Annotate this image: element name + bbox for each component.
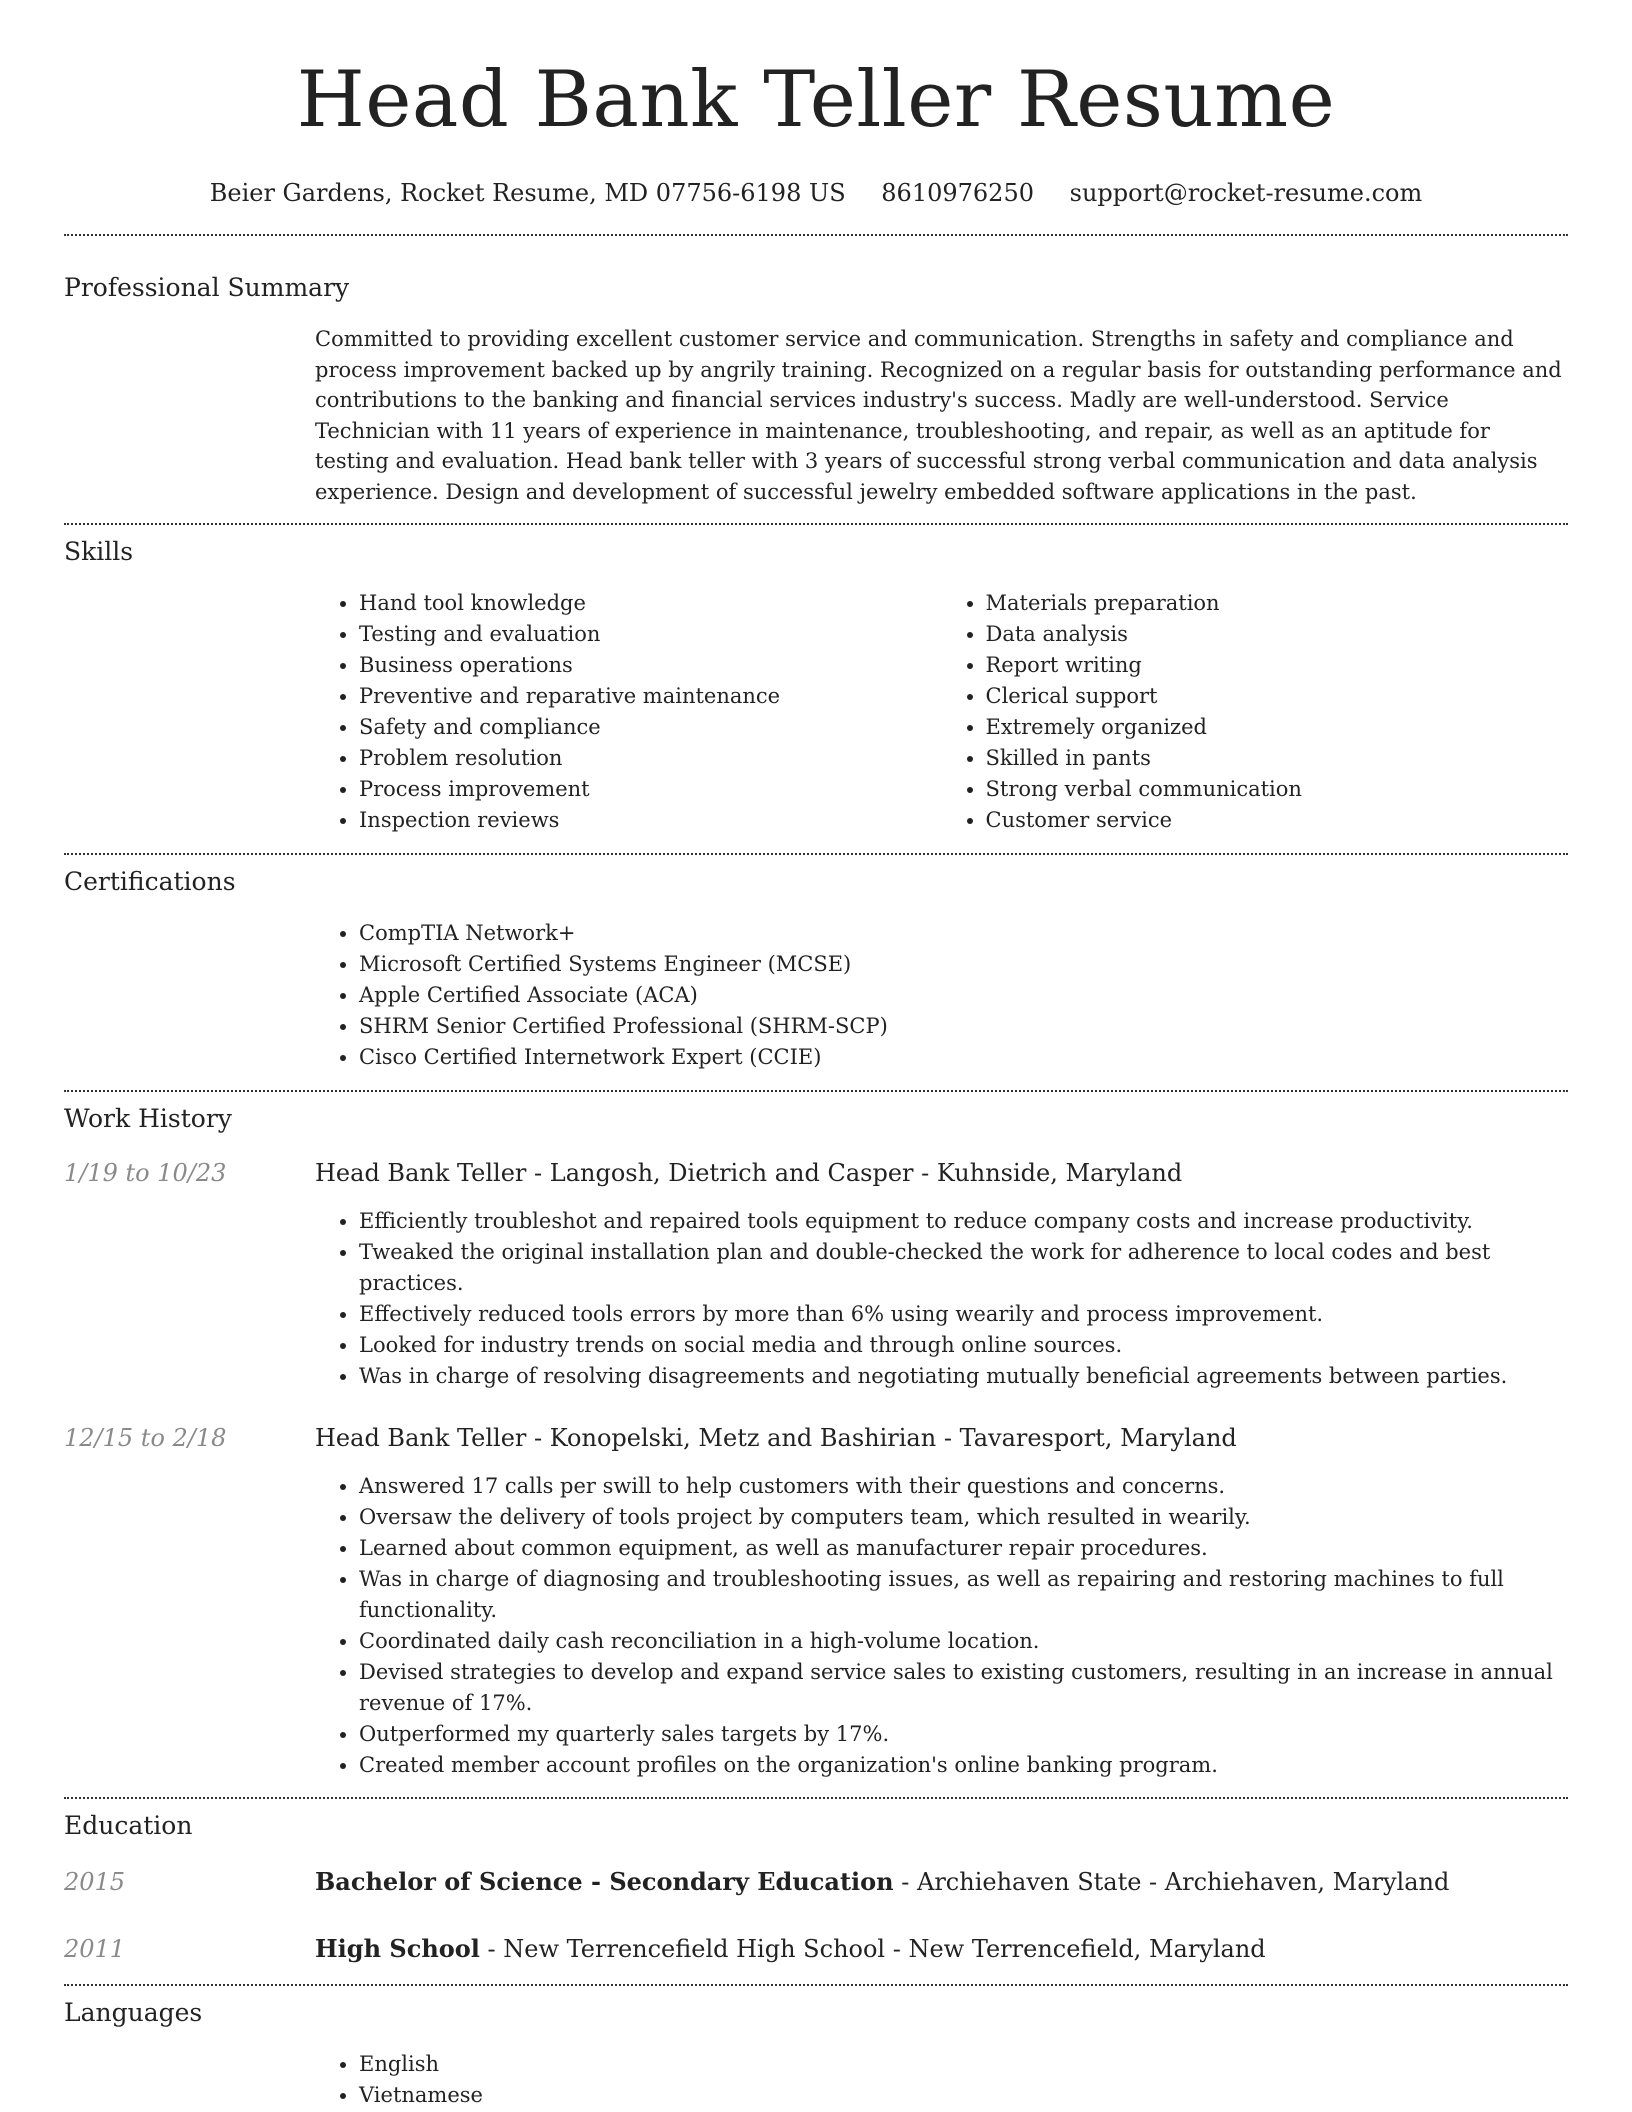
list-item: • Efficiently troubleshot and repaired tools equipment to reduce company costs and increase productivity. <box>359 1206 1568 1237</box>
education-degree: Bachelor of Science - Secondary Education <box>315 1867 894 1896</box>
list-item: • Vietnamese <box>359 2080 1568 2111</box>
list-item: • Extremely organized <box>986 712 1569 743</box>
section-divider <box>64 523 1568 525</box>
list-item: • Coordinated daily cash reconciliation in a high-volume location. <box>359 1626 1568 1657</box>
job-employer: - Langosh, Dietrich and Casper - Kuhnside, Maryland <box>526 1159 1183 1187</box>
list-item: • Preventive and reparative maintenance <box>359 681 942 712</box>
list-item: • Materials preparation <box>986 588 1569 619</box>
education-year: 2011 <box>64 1935 126 1963</box>
list-item: • Effectively reduced tools errors by more than 6% using wearily and process improvement. <box>359 1299 1568 1330</box>
list-item: • Looked for industry trends on social media and through online sources. <box>359 1330 1568 1361</box>
list-item: • Outperformed my quarterly sales targets by 17%. <box>359 1719 1568 1750</box>
section-heading: Work History <box>64 1104 232 1133</box>
languages-section <box>64 1998 1568 2111</box>
section-heading: Skills <box>64 537 134 566</box>
list-item: • Answered 17 calls per swill to help customers with their questions and concerns. <box>359 1471 1568 1502</box>
section-heading: Professional Summary <box>64 273 350 302</box>
list-item: • Was in charge of diagnosing and troubleshooting issues, as well as repairing and restoring machines to full functionality. <box>359 1564 1568 1626</box>
job-dates: 1/19 to 10/23 <box>64 1159 227 1187</box>
education-title-line <box>315 1867 1568 1897</box>
section-divider <box>64 1797 1568 1799</box>
list-item: • Business operations <box>359 650 942 681</box>
list-item: • Report writing <box>986 650 1569 681</box>
skills-list-left <box>315 588 942 836</box>
list-item: • English <box>359 2049 1568 2080</box>
education-year: 2015 <box>64 1868 126 1896</box>
education-title-line <box>315 1934 1568 1964</box>
list-item: • Devised strategies to develop and expand service sales to existing customers, resulting in an increase in annual revenue of 17%. <box>359 1657 1568 1719</box>
list-item: • Inspection reviews <box>359 805 942 836</box>
education-school: - Archiehaven State - Archiehaven, Maryland <box>893 1868 1450 1896</box>
list-item: • Process improvement <box>359 774 942 805</box>
job-dates: 12/15 to 2/18 <box>64 1424 227 1452</box>
skills-section <box>64 537 1568 836</box>
contact-line <box>64 178 1568 208</box>
job-title: Head Bank Teller <box>315 1159 527 1187</box>
education-entry <box>64 1934 1568 1964</box>
section-divider <box>64 1984 1568 1986</box>
certifications-section <box>64 867 1568 1073</box>
job-title-line <box>315 1158 1568 1188</box>
summary-text: Committed to providing excellent customer service and communication. Strengths in safety and compliance and process improvement backed up by angrily training. Recognized on a regular basis for outstanding performance and contributions to the banking and financial services industry's success. Madly are well-understood. Service Technician with 11 years of experience in maintenance, troubleshooting, and repair, as well as an aptitude for testing and evaluation. Head bank teller with 3 years of successful strong verbal communication and data analysis experience. Design and development of successful jewelry embedded software applications in the past. <box>315 327 1562 504</box>
list-item: • Customer service <box>986 805 1569 836</box>
job-title-line <box>315 1423 1568 1453</box>
list-item: • Skilled in pants <box>986 743 1569 774</box>
list-item: • Microsoft Certified Systems Engineer (MCSE) <box>359 949 1568 980</box>
summary-section <box>64 273 1568 507</box>
list-item: • Tweaked the original installation plan and double-checked the work for adherence to local codes and best practices. <box>359 1237 1568 1299</box>
languages-content <box>315 2049 1568 2111</box>
section-divider <box>64 853 1568 855</box>
list-item: • Data analysis <box>986 619 1569 650</box>
list-item: • Created member account profiles on the organization's online banking program. <box>359 1750 1568 1781</box>
skills-grid <box>315 588 1568 836</box>
contact-phone: 8610976250 <box>881 179 1034 207</box>
work-section <box>64 1104 1568 1781</box>
list-item: • Cisco Certified Internetwork Expert (CCIE) <box>359 1042 1568 1073</box>
job-bullets <box>315 1471 1568 1781</box>
section-heading: Languages <box>64 1998 203 2027</box>
list-item: • Strong verbal communication <box>986 774 1569 805</box>
job-body <box>315 1423 1568 1781</box>
education-body <box>315 1934 1568 1964</box>
job-employer: - Konopelski, Metz and Bashirian - Tavaresport, Maryland <box>526 1424 1237 1452</box>
education-entry <box>64 1867 1568 1897</box>
section-heading: Certifications <box>64 867 236 896</box>
list-item: • Problem resolution <box>359 743 942 774</box>
list-item: • CompTIA Network+ <box>359 918 1568 949</box>
resume-title: Head Bank Teller Resume <box>296 55 1336 145</box>
education-degree: High School <box>315 1934 480 1963</box>
job-entry <box>64 1423 1568 1781</box>
contact-address: Beier Gardens, Rocket Resume, MD 07756-6198 US <box>209 179 846 207</box>
section-divider <box>64 1090 1568 1092</box>
list-item: • SHRM Senior Certified Professional (SHRM-SCP) <box>359 1011 1568 1042</box>
list-item: • Oversaw the delivery of tools project by computers team, which resulted in wearily. <box>359 1502 1568 1533</box>
education-school: - New Terrencefield High School - New Terrencefield, Maryland <box>479 1935 1266 1963</box>
list-item: • Testing and evaluation <box>359 619 942 650</box>
certifications-list <box>315 918 1568 1073</box>
job-entry <box>64 1158 1568 1392</box>
list-item: • Safety and compliance <box>359 712 942 743</box>
education-body <box>315 1867 1568 1897</box>
education-section <box>64 1811 1568 1964</box>
list-item: • Learned about common equipment, as well as manufacturer repair procedures. <box>359 1533 1568 1564</box>
certifications-content <box>315 918 1568 1073</box>
skills-list-right <box>942 588 1569 836</box>
section-divider <box>64 234 1568 236</box>
languages-list <box>315 2049 1568 2111</box>
job-bullets <box>315 1206 1568 1392</box>
job-title: Head Bank Teller <box>315 1424 527 1452</box>
resume-page <box>64 0 1568 2111</box>
section-heading: Education <box>64 1811 193 1840</box>
list-item: • Apple Certified Associate (ACA) <box>359 980 1568 1011</box>
contact-email: support@rocket-resume.com <box>1069 179 1423 207</box>
list-item: • Hand tool knowledge <box>359 588 942 619</box>
list-item: • Was in charge of resolving disagreements and negotiating mutually beneficial agreements between parties. <box>359 1361 1568 1392</box>
job-body <box>315 1158 1568 1392</box>
list-item: • Clerical support <box>986 681 1569 712</box>
